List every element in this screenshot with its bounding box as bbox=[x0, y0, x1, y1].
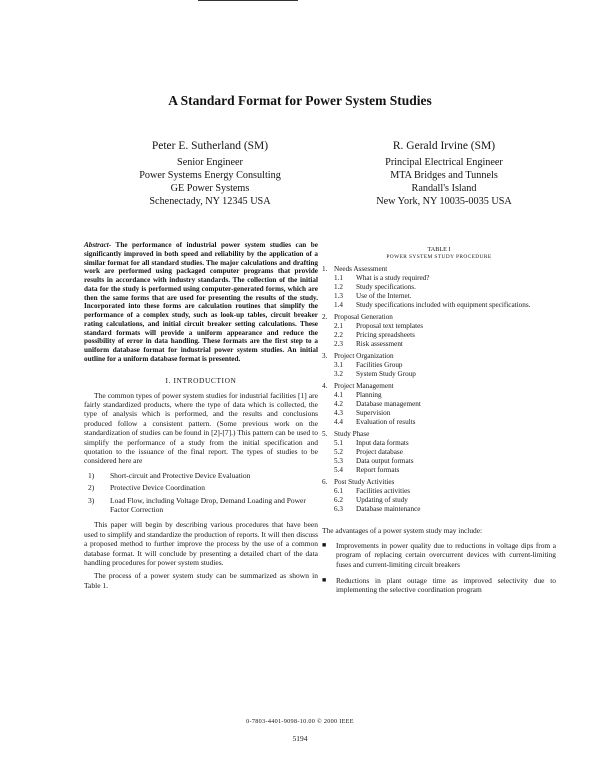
phase-name: Proposal Generation bbox=[334, 313, 393, 321]
copyright-line: 0-7803-4401-9098-10.00 © 2000 IEEE bbox=[246, 718, 354, 725]
table-phase bbox=[322, 382, 556, 391]
table-row bbox=[322, 496, 556, 505]
list-number: 3) bbox=[88, 495, 95, 505]
item-number: 2.2 bbox=[334, 331, 343, 339]
right-column bbox=[322, 246, 556, 601]
item-text: Database maintenance bbox=[356, 505, 421, 513]
phase-number: 2. bbox=[322, 313, 328, 321]
item-text: Pricing spreadsheets bbox=[356, 331, 415, 339]
table-phase bbox=[322, 478, 556, 487]
item-text: Planning bbox=[356, 391, 382, 399]
author-block-1 bbox=[100, 140, 320, 208]
phase-number: 1. bbox=[322, 265, 328, 273]
item-number: 4.3 bbox=[334, 409, 343, 417]
item-number: 5.3 bbox=[334, 457, 343, 465]
item-number: 1.4 bbox=[334, 301, 343, 309]
table-row bbox=[322, 292, 556, 301]
table-row bbox=[322, 439, 556, 448]
table-row bbox=[322, 331, 556, 340]
author-name: R. Gerald Irvine (SM) bbox=[392, 140, 496, 152]
item-text: Study specifications. bbox=[356, 283, 416, 291]
list-item bbox=[322, 576, 556, 594]
phase-number: 3. bbox=[322, 352, 328, 360]
item-text: Risk assessment bbox=[356, 340, 403, 348]
left-column bbox=[84, 241, 318, 594]
item-text: Input data formats bbox=[356, 439, 409, 447]
table-row bbox=[322, 370, 556, 379]
author-line: Schenectady, NY 12345 USA bbox=[149, 196, 271, 207]
item-number: 4.4 bbox=[334, 418, 343, 426]
phase-number: 6. bbox=[322, 478, 328, 486]
item-number: 1.3 bbox=[334, 292, 343, 300]
list-text: Load Flow, including Voltage Drop, Demand Loading and Power Factor Correction bbox=[110, 495, 306, 514]
intro-paragraph-1: The common types of power system studies for industrial facilities [1] are fairly standardized products, where the type of data which is collected, the type of analysis which is performed, and the results and conclusions produced follow a consistent pattern. (Some previous work on the standardization of studies can be found in [2]-[7].) This pattern can be used to simplify the performance of a study from the initial specification and quotation to the issuance of the final report. The types of studies to be considered here are bbox=[84, 390, 318, 466]
list-item bbox=[84, 496, 318, 515]
author-line: MTA Bridges and Tunnels bbox=[390, 170, 498, 181]
section-heading-introduction: I. INTRODUCTION bbox=[165, 375, 237, 385]
phase-name: Project Management bbox=[334, 382, 394, 390]
table-row bbox=[322, 274, 556, 283]
table-row bbox=[322, 487, 556, 496]
author-line: New York, NY 10035-0035 USA bbox=[376, 196, 512, 207]
item-text: Database management bbox=[356, 400, 421, 408]
item-number: 4.1 bbox=[334, 391, 343, 399]
phase-name: Study Phase bbox=[334, 430, 370, 438]
item-number: 6.1 bbox=[334, 487, 343, 495]
item-text: Use of the Internet. bbox=[356, 292, 412, 300]
procedure-table bbox=[322, 265, 556, 514]
table-row bbox=[322, 400, 556, 409]
page-number: 5194 bbox=[292, 734, 308, 743]
phase-name: Needs Assessment bbox=[334, 265, 388, 273]
list-number: 2) bbox=[88, 483, 95, 493]
item-text: Updating of study bbox=[356, 496, 408, 504]
table-number: TABLE I bbox=[427, 246, 451, 253]
item-text: System Study Group bbox=[356, 370, 416, 378]
author-line: Principal Electrical Engineer bbox=[385, 157, 503, 168]
table-phase bbox=[322, 313, 556, 322]
intro-paragraph-3: The process of a power system study can be summarized as shown in Table 1. bbox=[84, 571, 318, 590]
item-number: 5.1 bbox=[334, 439, 343, 447]
author-name: Peter E. Sutherland (SM) bbox=[151, 140, 269, 152]
item-text: What is a study required? bbox=[356, 274, 430, 282]
list-text: Improvements in power quality due to reductions in voltage dips from a program of replacing certain overcurrent devices with current-limiting fuses and current-limiting circuit breakers bbox=[336, 541, 556, 569]
item-text: Supervision bbox=[356, 409, 391, 417]
item-text: Facilities activities bbox=[356, 487, 411, 495]
item-text: Project database bbox=[356, 448, 403, 456]
item-number: 5.4 bbox=[334, 466, 343, 474]
item-number: 1.1 bbox=[334, 274, 343, 282]
author-block-2 bbox=[332, 140, 556, 208]
item-number: 2.3 bbox=[334, 340, 343, 348]
item-text: Evaluation of results bbox=[356, 418, 416, 426]
list-text: Short-circuit and Protective Device Evaluation bbox=[110, 470, 251, 480]
list-item bbox=[84, 471, 318, 480]
abstract bbox=[84, 241, 318, 364]
table-caption: POWER SYSTEM STUDY PROCEDURE bbox=[386, 254, 492, 260]
item-text: Report formats bbox=[356, 466, 400, 474]
phase-number: 5. bbox=[322, 430, 328, 438]
phase-name: Post Study Activities bbox=[334, 478, 395, 486]
advantages-list bbox=[322, 541, 556, 594]
author-line: GE Power Systems bbox=[170, 183, 250, 194]
study-types-list bbox=[84, 471, 318, 515]
author-line: Power Systems Energy Consulting bbox=[139, 170, 281, 181]
table-row bbox=[322, 457, 556, 466]
abstract-text: - The performance of industrial power system studies can be significantly improved in both speed and reliability by the application of a similar format for all standard studies. The major calculations and drafting work are performed using packaged computer programs that provide results in accordance with industry standards. The collection of the initial data for the study is performed using computer-generated forms, which are then the same forms that are used for presenting the results of the study. Incorporated into these forms are calculation routines that simplify the performance of a complex study, such as look-up tables, circuit breaker rating calculations, and initial circuit breaker setting calculations. These standard formats will provide a uniform appearance and reduce the possibility of error in data handling. These formats are the first step to a uniform database format for industrial power system studies. An initial outline for a uniform database format is presented. bbox=[84, 241, 318, 363]
table-row bbox=[322, 301, 556, 310]
item-text: Data output formats bbox=[356, 457, 414, 465]
table-row bbox=[322, 466, 556, 475]
item-number: 3.2 bbox=[334, 370, 343, 378]
item-number: 5.2 bbox=[334, 448, 343, 456]
item-number: 6.2 bbox=[334, 496, 343, 504]
item-number: 4.2 bbox=[334, 400, 343, 408]
table-row bbox=[322, 409, 556, 418]
table-row bbox=[322, 448, 556, 457]
item-number: 2.1 bbox=[334, 322, 343, 330]
table-row bbox=[322, 391, 556, 400]
table-phase bbox=[322, 352, 556, 361]
list-item bbox=[84, 483, 318, 492]
list-text: Protective Device Coordination bbox=[110, 483, 205, 493]
table-row bbox=[322, 340, 556, 349]
paper-title: A Standard Format for Power System Studies bbox=[168, 93, 432, 108]
top-rule bbox=[198, 0, 298, 1]
phase-name: Project Organization bbox=[334, 352, 394, 360]
author-line: Senior Engineer bbox=[177, 157, 243, 168]
table-row bbox=[322, 322, 556, 331]
author-line: Randall's Island bbox=[411, 183, 477, 194]
item-number: 6.3 bbox=[334, 505, 343, 513]
table-row bbox=[322, 361, 556, 370]
item-text: Facilities Group bbox=[356, 361, 403, 369]
item-number: 1.2 bbox=[334, 283, 343, 291]
table-row bbox=[322, 505, 556, 514]
table-phase bbox=[322, 265, 556, 274]
item-text: Study specifications included with equipment specifications. bbox=[356, 301, 531, 309]
phase-number: 4. bbox=[322, 382, 328, 390]
advantages-intro: The advantages of a power system study may include: bbox=[322, 526, 483, 535]
list-item bbox=[322, 541, 556, 569]
table-row bbox=[322, 283, 556, 292]
table-phase bbox=[322, 430, 556, 439]
table-row bbox=[322, 418, 556, 427]
item-text: Proposal text templates bbox=[356, 322, 424, 330]
bullet-icon: ■ bbox=[322, 575, 327, 584]
bullet-icon: ■ bbox=[322, 541, 327, 550]
list-number: 1) bbox=[88, 470, 95, 480]
abstract-label: Abstract bbox=[84, 241, 109, 249]
item-number: 3.1 bbox=[334, 361, 343, 369]
list-text: Reductions in plant outage time as improved selectivity due to implementing the selective coordination program bbox=[336, 575, 556, 595]
intro-paragraph-2: This paper will begin by describing various procedures that have been used to simplify and standardize the production of reports. It will then discuss a proposed method to further improve the process by the use of a common database format. It will conclude by presenting a detailed chart of the data handling procedures for power system studies. bbox=[84, 520, 318, 567]
